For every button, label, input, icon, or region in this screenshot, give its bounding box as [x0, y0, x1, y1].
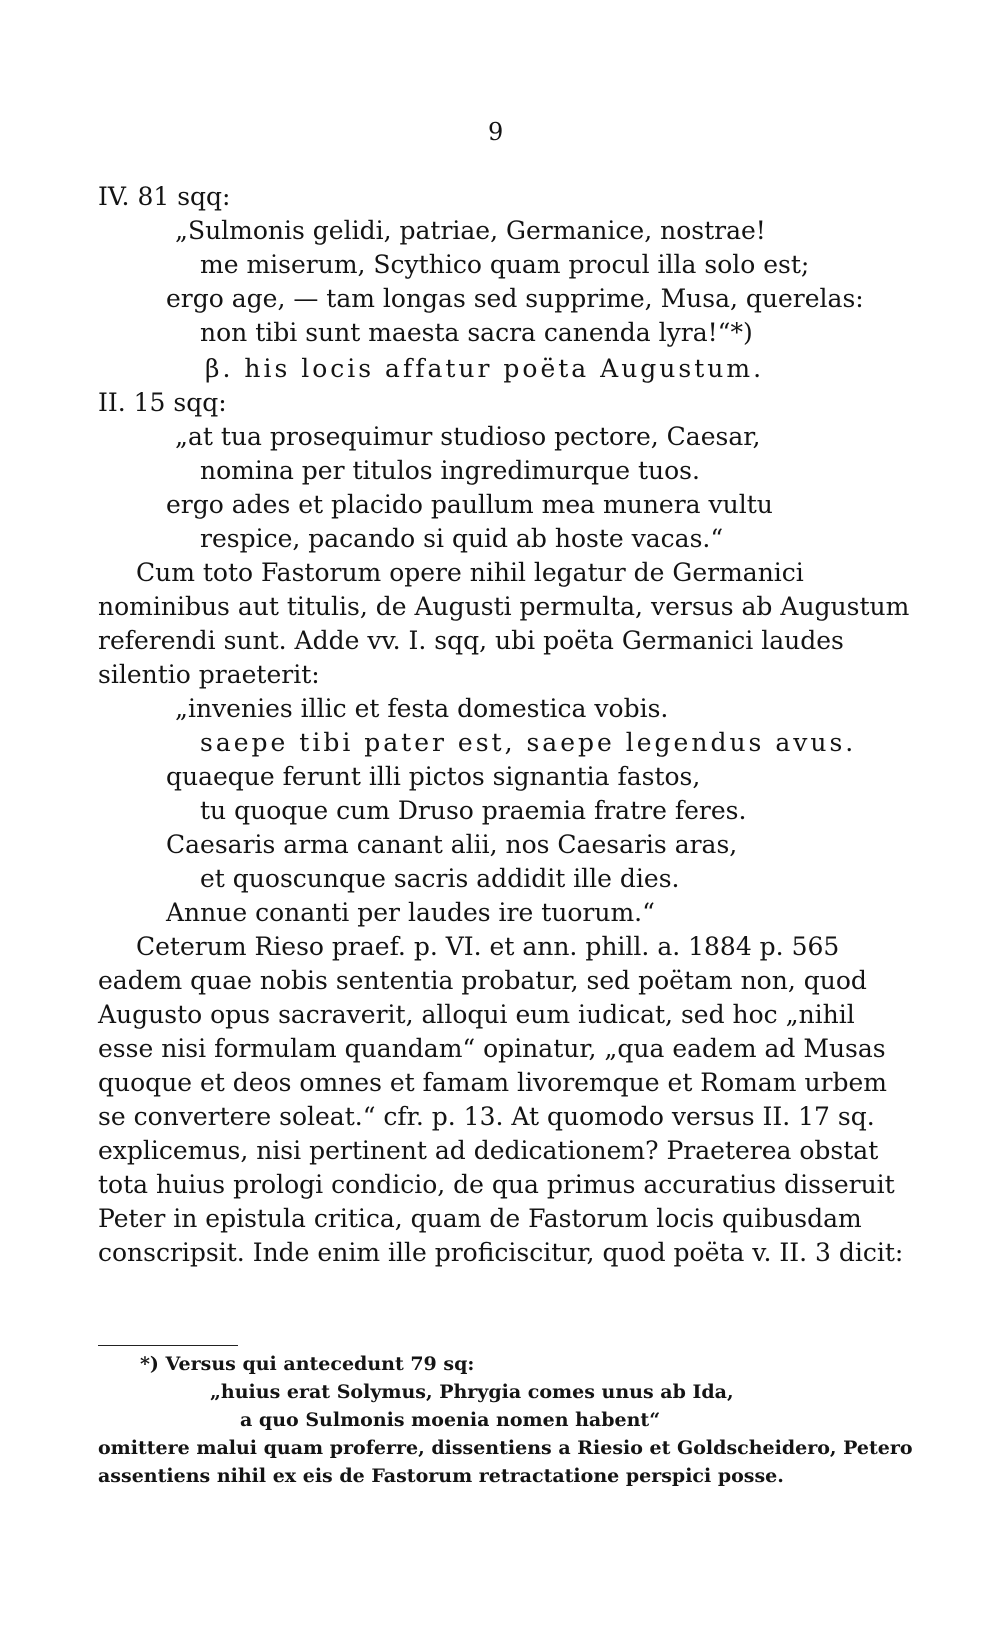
footnote-divider	[98, 1345, 238, 1346]
footnote-line: „huius erat Solymus, Phrygia comes unus ab Ida,	[210, 1381, 734, 1403]
paragraph-line: nominibus aut titulis, de Augusti permulta, versus ab Augustum	[98, 592, 910, 621]
verse-line: non tibi sunt maesta sacra canenda lyra!“*)	[200, 318, 753, 347]
verse-line: me miserum, Scythico quam procul illa solo est;	[200, 250, 810, 279]
page-number: 9	[488, 118, 504, 146]
verse-line: quaeque ferunt illi pictos signantia fastos,	[166, 762, 701, 791]
verse-line: ergo ades et placido paullum mea munera vultu	[166, 490, 773, 519]
verse-line: saepe tibi pater est, saepe legendus avus.	[200, 728, 857, 757]
paragraph-line: tota huius prologi condicio, de qua primus accuratius disseruit	[98, 1170, 895, 1199]
verse-line: tu quoque cum Druso praemia fratre feres.	[200, 796, 747, 825]
section-heading: β. his locis affatur poëta Augustum.	[205, 354, 765, 383]
paragraph-line: Augusto opus sacraverit, alloqui eum iudicat, sed hoc „nihil	[98, 1000, 855, 1029]
paragraph-line: quoque et deos omnes et famam livoremque et Romam urbem	[98, 1068, 888, 1097]
paragraph-line: Peter in epistula critica, quam de Fastorum locis quibusdam	[98, 1204, 862, 1233]
text-line: II. 15 sqq:	[98, 388, 227, 417]
text-line: IV. 81 sqq:	[98, 182, 231, 211]
footnote-line: a quo Sulmonis moenia nomen habent“	[240, 1409, 661, 1431]
verse-line: nomina per titulos ingredimurque tuos.	[200, 456, 700, 485]
verse-line: „invenies illic et festa domestica vobis.	[175, 694, 669, 723]
footnote-line: *) Versus qui antecedunt 79 sq:	[140, 1353, 475, 1375]
paragraph-line: eadem quae nobis sententia probatur, sed poëtam non, quod	[98, 966, 867, 995]
paragraph-line: se convertere soleat.“ cfr. p. 13. At quomodo versus II. 17 sq.	[98, 1102, 875, 1131]
paragraph-line: silentio praeterit:	[98, 660, 320, 689]
paragraph-line: Cum toto Fastorum opere nihil legatur de Germanici	[136, 558, 804, 587]
verse-line: „Sulmonis gelidi, patriae, Germanice, nostrae!	[175, 216, 766, 245]
verse-line: et quoscunque sacris addidit ille dies.	[200, 864, 680, 893]
paragraph-line: esse nisi formulam quandam“ opinatur, „qua eadem ad Musas	[98, 1034, 886, 1063]
verse-line: „at tua prosequimur studioso pectore, Caesar,	[175, 422, 761, 451]
footnote-line: assentiens nihil ex eis de Fastorum retractatione perspici posse.	[98, 1465, 784, 1487]
verse-line: ergo age, — tam longas sed supprime, Musa, querelas:	[166, 284, 864, 313]
paragraph-line: referendi sunt. Adde vv. I. sqq, ubi poëta Germanici laudes	[98, 626, 844, 655]
paragraph-line: Ceterum Rieso praef. p. VI. et ann. phill. a. 1884 p. 565	[136, 932, 840, 961]
paragraph-line: explicemus, nisi pertinent ad dedicationem? Praeterea obstat	[98, 1136, 879, 1165]
verse-line: Annue conanti per laudes ire tuorum.“	[166, 898, 655, 927]
verse-line: Caesaris arma canant alii, nos Caesaris aras,	[166, 830, 738, 859]
verse-line: respice, pacando si quid ab hoste vacas.“	[200, 524, 724, 553]
paragraph-line: conscripsit. Inde enim ille proficiscitur, quod poëta v. II. 3 dicit:	[98, 1238, 904, 1267]
footnote-line: omittere malui quam proferre, dissentiens a Riesio et Goldscheidero, Petero	[98, 1437, 913, 1459]
